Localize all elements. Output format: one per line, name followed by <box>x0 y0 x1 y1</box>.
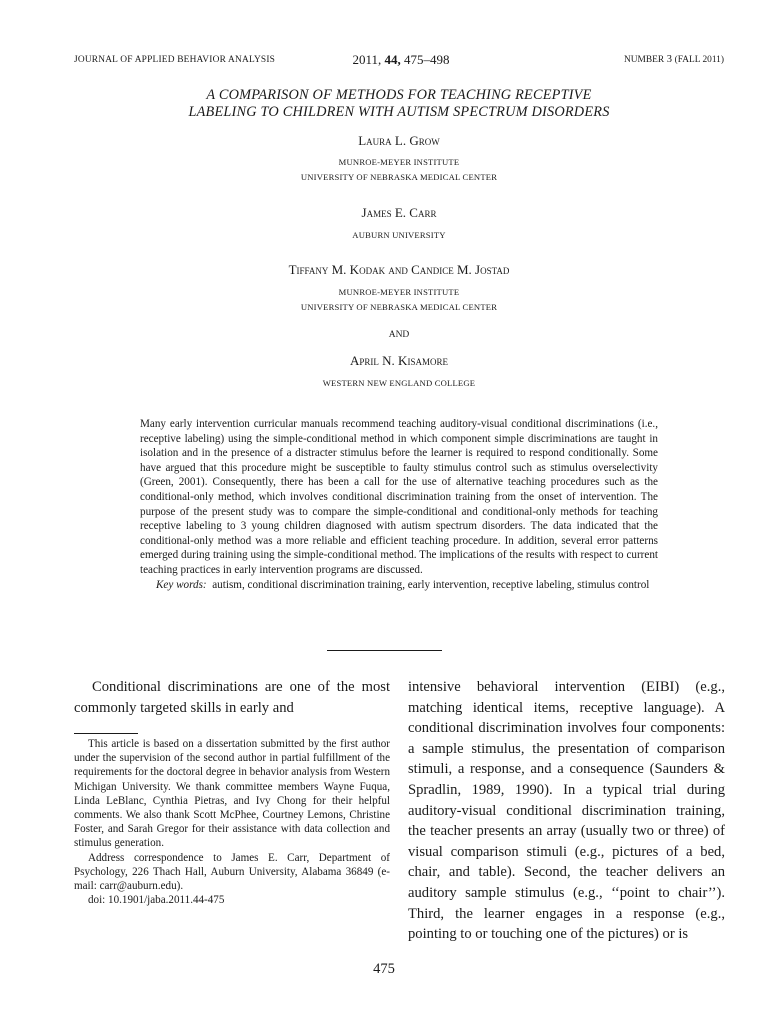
issue-label: NUMBER <box>624 55 665 65</box>
affiliation-4: WESTERN NEW ENGLAND COLLEGE <box>322 378 476 388</box>
title-line-1: A COMPARISON OF METHODS FOR TEACHING RECEPTIVE <box>206 87 592 103</box>
abstract-text: Many early intervention curricular manuals recommend teaching auditory-visual conditional discriminations (i.e., receptive labeling) using the simple-conditional method in which component simple discriminations are taught in isolation and in the presence of a distracter stimulus before the learner is required to respond conditionally. Some have argued that this procedure might be susceptible to faulty stimulus control such as stimulus overselectivity (Green, 2001). Consequently, there has been a call for the use of alternative teaching procedures such as the conditional-only method, which involves conditional discrimination training from the onset of intervention. The purpose of the present study was to compare the simple-conditional and conditional-only methods for teaching receptive labeling to 3 young children diagnosed with autism spectrum disorders. The data indicated that the conditional-only method was a more reliable and efficient teaching procedure. In addition, several error patterns emerged during training using the simple-conditional method. The implications of the results with respect to current teaching practices in early intervention programs are discussed. <box>140 418 658 576</box>
journal-name: JOURNAL OF APPLIED BEHAVIOR ANALYSIS <box>74 55 276 65</box>
section-divider <box>327 650 442 651</box>
footnote-correspondence: Address correspondence to James E. Carr, Department of Psychology, 226 Thach Hall, Auburn University, Alabama 36849 (e-mail: carr@auburn.edu). <box>74 851 390 893</box>
footnote-divider <box>74 733 138 734</box>
year: 2011, <box>352 52 382 67</box>
affiliation-1-line-2: UNIVERSITY OF NEBRASKA MEDICAL CENTER <box>300 172 498 182</box>
keywords-label: Key words: <box>156 578 207 591</box>
title-line-2: LABELING TO CHILDREN WITH AUTISM SPECTRUM DISORDERS <box>188 104 610 120</box>
issue-info <box>624 52 724 68</box>
page-range: 475–498 <box>404 52 450 67</box>
author-3: Tiffany M. Kodak and Candice M. Jostad <box>288 262 510 277</box>
running-header <box>74 52 724 68</box>
affiliation-3-line-2: UNIVERSITY OF NEBRASKA MEDICAL CENTER <box>300 302 498 312</box>
affiliation-3-line-1: MUNROE-MEYER INSTITUTE <box>338 287 460 297</box>
affiliation-1-line-1: MUNROE-MEYER INSTITUTE <box>338 157 460 167</box>
keywords <box>140 578 658 593</box>
intro-paragraph: Conditional discriminations are one of the most commonly targeted skills in early and <box>74 679 390 716</box>
and-separator: AND <box>388 330 410 340</box>
abstract <box>140 417 658 592</box>
footnote <box>74 737 390 907</box>
author-1: Laura L. Grow <box>358 133 440 148</box>
footnote-acknowledgment: This article is based on a dissertation submitted by the first author under the supervision of the second author in partial fulfillment of the requirements for the doctoral degree in behavior analysis from Western Michigan University. We thank committee members Wayne Fuqua, Linda LeBlanc, Cynthia Pietras, and Ivy Chong for their helpful comments. We also thank Scott McPhee, Courtney Lemons, Christine Foster, and Sarah Gregor for their assistance with data collection and stimulus generation. <box>74 738 390 850</box>
article-title <box>74 87 724 121</box>
keywords-list: autism, conditional discrimination training, early intervention, receptive labeling, stimulus control <box>212 578 650 591</box>
right-column-text: intensive behavioral intervention (EIBI) (e.g., matching identical items, receptive language). A conditional discrimination involves four components: a sample stimulus, the presentation of comparison stimuli, a response, and a consequence (Saunders & Spradlin, 1989, 1990). In a typical trial during auditory-visual conditional discrimination training, the teacher presents an array (usually two or three) of visual comparison stimuli (e.g., pictures of a bed, chair, and table). Second, the teacher delivers an auditory sample stimulus (e.g., ‘‘point to chair’’). Third, the learner engages in a response (e.g., pointing to or touching one of the pictures) or is <box>408 679 725 943</box>
volume: 44, <box>384 52 401 67</box>
citation-info <box>336 52 466 68</box>
footnote-doi: doi: 10.1901/jaba.2011.44-475 <box>88 894 225 907</box>
issue-number: 3 <box>666 54 672 65</box>
issue-season: (FALL 2011) <box>674 55 724 65</box>
author-4: April N. Kisamore <box>350 353 448 368</box>
page-number: 475 <box>373 961 395 977</box>
author-2: James E. Carr <box>361 205 437 220</box>
affiliation-2: AUBURN UNIVERSITY <box>352 230 446 240</box>
